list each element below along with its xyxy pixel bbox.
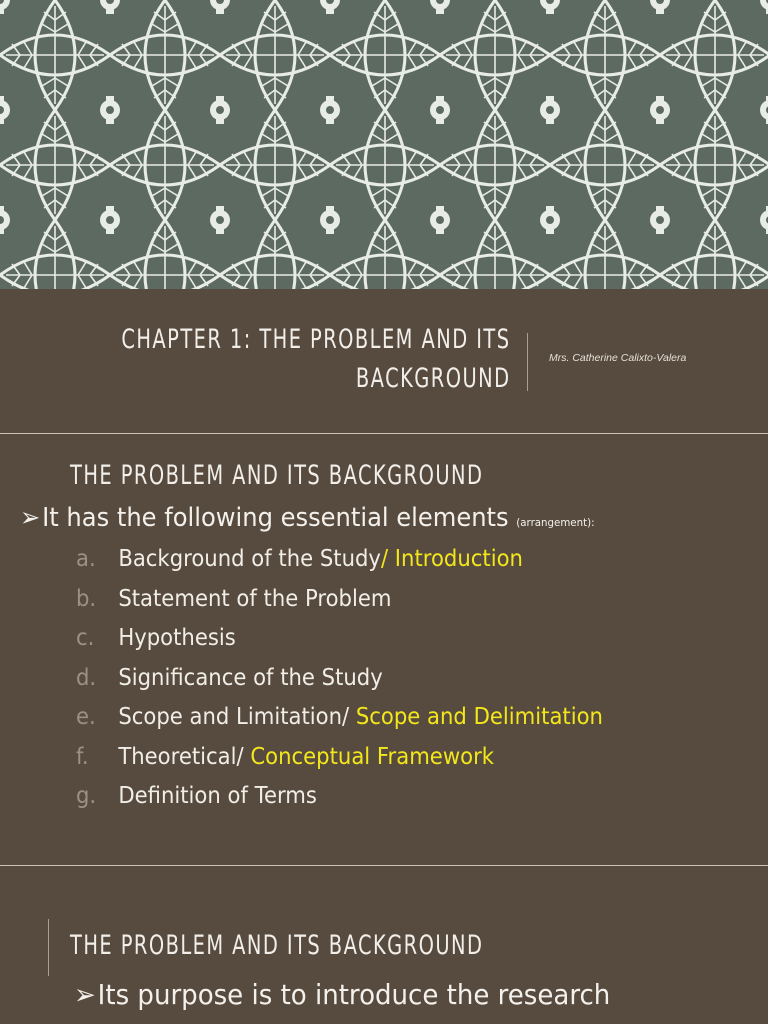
list-letter: a.	[76, 546, 96, 572]
list-item	[76, 619, 603, 659]
list-letter: g.	[76, 783, 97, 809]
list-letter: b.	[76, 585, 97, 612]
list-letter: d.	[76, 664, 97, 691]
bullet-text: It has the following essential elements	[42, 503, 509, 533]
list-item-text: Statement of the Problem	[118, 585, 392, 612]
list-item	[76, 738, 603, 778]
list-item-text: Significance of the Study	[118, 664, 383, 691]
arrow-bullet-icon: ➢	[20, 503, 41, 533]
list-item-highlight: Scope and Delimitation	[355, 704, 603, 730]
list-item-text: Theoretical/	[118, 743, 251, 770]
title-divider	[527, 333, 528, 391]
list-item-text: Background of the Study	[118, 546, 381, 572]
heading-accent-line	[48, 919, 49, 976]
list-item	[76, 698, 603, 738]
list-letter: c.	[76, 625, 95, 651]
arrow-bullet-icon: ➢	[74, 978, 96, 1011]
list-item	[76, 580, 603, 620]
list-item	[76, 777, 603, 817]
bullet-point	[74, 978, 610, 1011]
bullet-point	[20, 503, 595, 533]
slide-title-line-2: BACKGROUND	[356, 363, 511, 394]
bullet-text: Its purpose is to introduce the research	[97, 978, 611, 1011]
author-name: Mrs. Catherine Calixto-Valera	[549, 352, 687, 364]
bullet-note: (arrangement):	[516, 516, 595, 529]
list-item-highlight: Conceptual Framework	[250, 743, 495, 770]
list-letter: e.	[76, 704, 96, 730]
list-item	[76, 659, 603, 699]
elements-list	[76, 540, 649, 817]
list-letter: f.	[76, 743, 89, 770]
list-item-text: Definition of Terms	[118, 783, 317, 809]
list-item-text: Hypothesis	[118, 625, 236, 651]
section-heading: THE PROBLEM AND ITS BACKGROUND	[70, 930, 484, 961]
list-item-highlight: / Introduction	[380, 546, 523, 572]
list-item	[76, 540, 603, 580]
list-item-text: Scope and Limitation/	[118, 704, 356, 730]
decorative-pattern-banner	[0, 0, 768, 289]
section-heading: THE PROBLEM AND ITS BACKGROUND	[70, 460, 484, 491]
slide-title	[122, 320, 511, 398]
slide-title-line-1: CHAPTER 1: THE PROBLEM AND ITS	[121, 324, 511, 355]
